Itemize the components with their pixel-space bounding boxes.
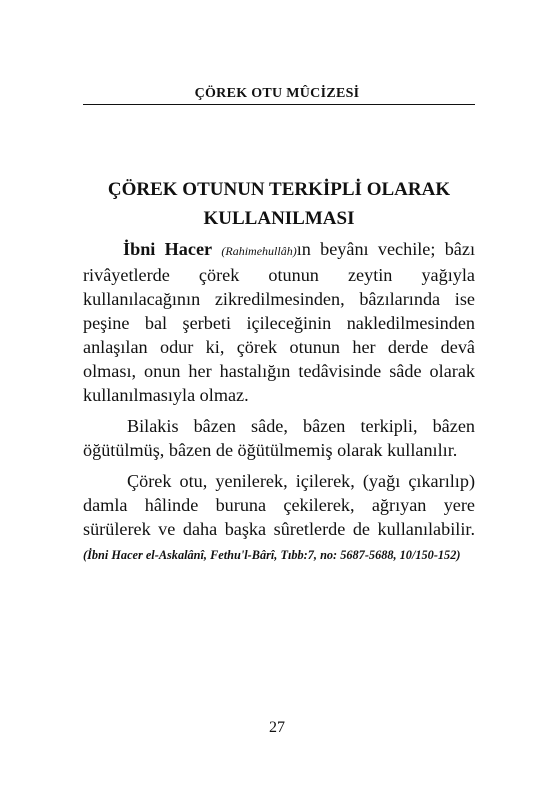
chapter-title-line-2: KULLANILMASI: [203, 208, 355, 229]
chapter-title-line-1: ÇÖREK OTUNUN TERKİPLİ OLARAK: [107, 179, 451, 200]
paragraph-3: [83, 469, 475, 565]
paragraph-1-text: ın beyânı vechile; bâzı rivâyetlerde çörek otunun zeytin yağıyla kullanılacağının zikredilmesinden, bâzılarında ise peşine bal şerbeti içileceğinin nakledilmesinden anlaşılan odur ki, çörek otunun her derde devâ olması, onun her hastalığın tedâvisinde sâde olarak kullanılmasıyla olmaz.: [83, 239, 476, 405]
paragraph-1: [83, 237, 475, 407]
running-header: ÇÖREK OTU MÛCİZESİ: [194, 86, 360, 101]
paragraph-3-text: Çörek otu, yenilerek, içilerek, (yağı çıkarılıp) damla hâlinde buruna çekilerek, ağrıyan yere sürülerek ve daha başka sûretlerde de kullanılabilir.: [83, 471, 475, 539]
author-name: İbni Hacer: [123, 239, 213, 259]
header-rule: [83, 104, 475, 105]
honorific: (Rahimehullâh): [221, 244, 297, 258]
citation: (İbni Hacer el-Askalânî, Fethu'l-Bârî, Tıbb:7, no: 5687-5688, 10/150-152): [83, 548, 461, 562]
body-text: [83, 237, 475, 572]
paragraph-2-text: Bilakis bâzen sâde, bâzen terkipli, bâzen öğütülmüş, bâzen de öğütülmemiş olarak kullanılır.: [83, 416, 475, 460]
chapter-title: [83, 175, 475, 233]
page-number: 27: [269, 719, 285, 736]
paragraph-2: [83, 414, 475, 462]
